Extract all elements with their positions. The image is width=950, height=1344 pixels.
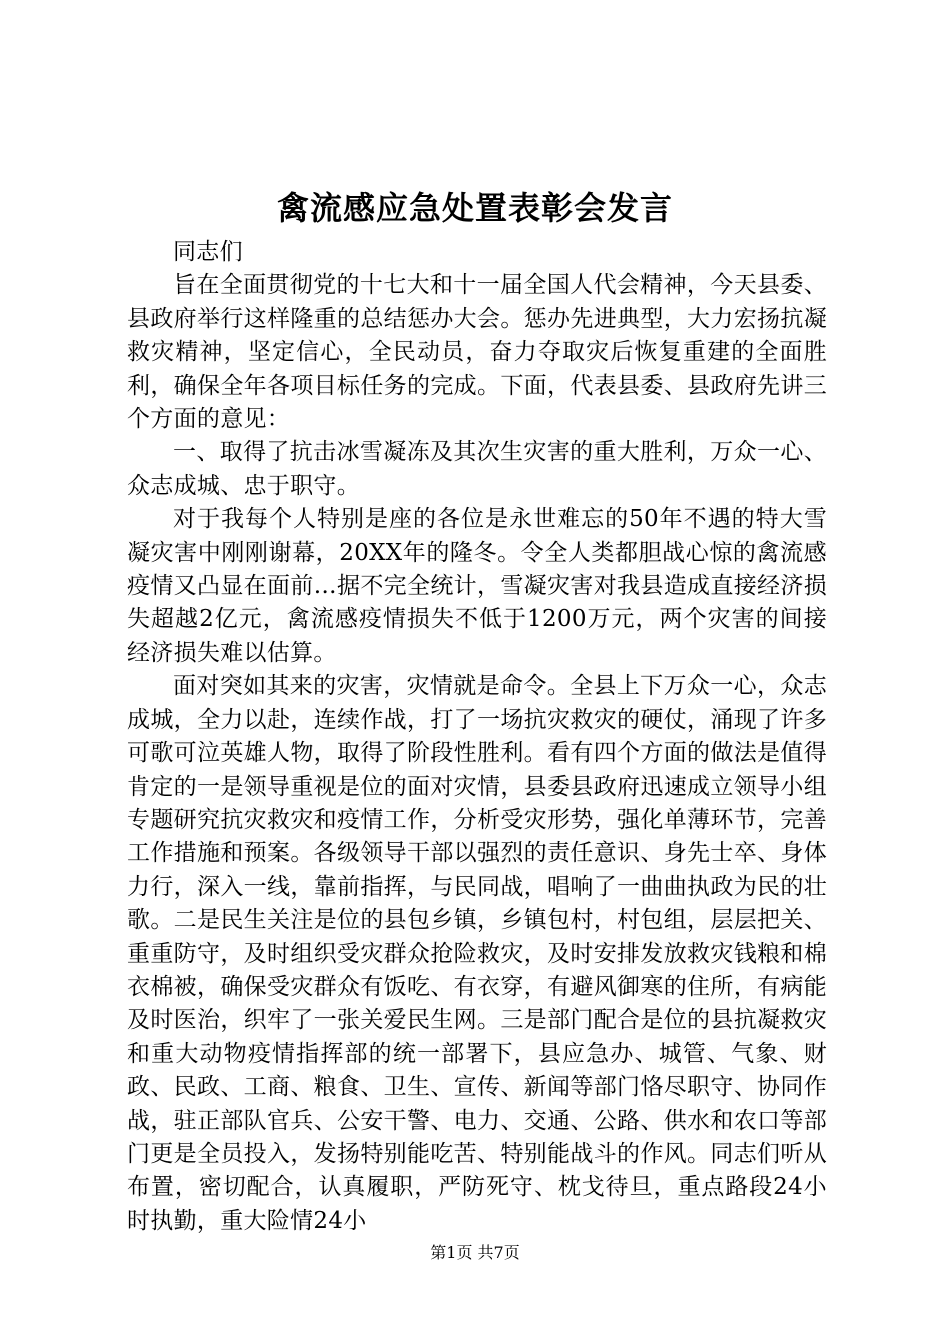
paragraph: 旨在全面贯彻党的十七大和十一届全国人代会精神，今天县委、县政府举行这样隆重的总结惩办大会。惩办先进典型，大力宏扬抗凝救灾精神，坚定信心，全民动员，奋力夺取灾后恢复重建的全面胜利，确保全年各项目标任务的完成。下面，代表县委、县政府先讲三个方面的意见： (127, 272, 827, 433)
salutation: 同志们 (173, 239, 243, 265)
paragraph: 对于我每个人特别是座的各位是永世难忘的50年不遇的特大雪凝灾害中刚刚谢幕，20XX年的隆冬。令全人类都胆战心惊的禽流感疫情又凸显在面前…据不完全统计，雪凝灾害对我县造成直接经济损失超越2亿元，禽流感疫情损失不低于1200万元，两个灾害的间接经济损失难以估算。 (127, 506, 827, 666)
document-title: 禽流感应急处置表彰会发言 (276, 189, 673, 227)
document-body (127, 236, 827, 1238)
paragraph: 一、取得了抗击冰雪凝冻及其次生灾害的重大胜利，万众一心、众志成城、忠于职守。 (127, 439, 827, 499)
page-number-footer: 第1页 共7页 (430, 1243, 520, 1262)
paragraph: 面对突如其来的灾害，灾情就是命令。全县上下万众一心，众志成城，全力以赴，连续作战，打了一场抗灾救灾的硬仗，涌现了许多可歌可泣英雄人物，取得了阶段性胜利。看有四个方面的做法是值得肯定的一是领导重视是位的面对灾情，县委县政府迅速成立领导小组专题研究抗灾救灾和疫情工作，分析受灾形势，强化单薄环节，完善工作措施和预案。各级领导干部以强烈的责任意识、身先士卒、身体力行，深入一线，靠前指挥，与民同战，唱响了一曲曲执政为民的壮歌。二是民生关注是位的县包乡镇，乡镇包村，村包组，层层把关、重重防守，及时组织受灾群众抢险救灾，及时安排发放救灾钱粮和棉衣棉被，确保受灾群众有饭吃、有衣穿，有避风御寒的住所，有病能及时医治，织牢了一张关爱民生网。三是部门配合是位的县抗凝救灾和重大动物疫情指挥部的统一部署下，县应急办、城管、气象、财政、民政、工商、粮食、卫生、宣传、新闻等部门恪尽职守、协同作战，驻正部队官兵、公安干警、电力、交通、公路、供水和农口等部门更是全员投入，发扬特别能吃苦、特别能战斗的作风。同志们听从布置，密切配合，认真履职，严防死守、枕戈待旦，重点路段24小时执勤，重大险情24小 (127, 673, 827, 1234)
